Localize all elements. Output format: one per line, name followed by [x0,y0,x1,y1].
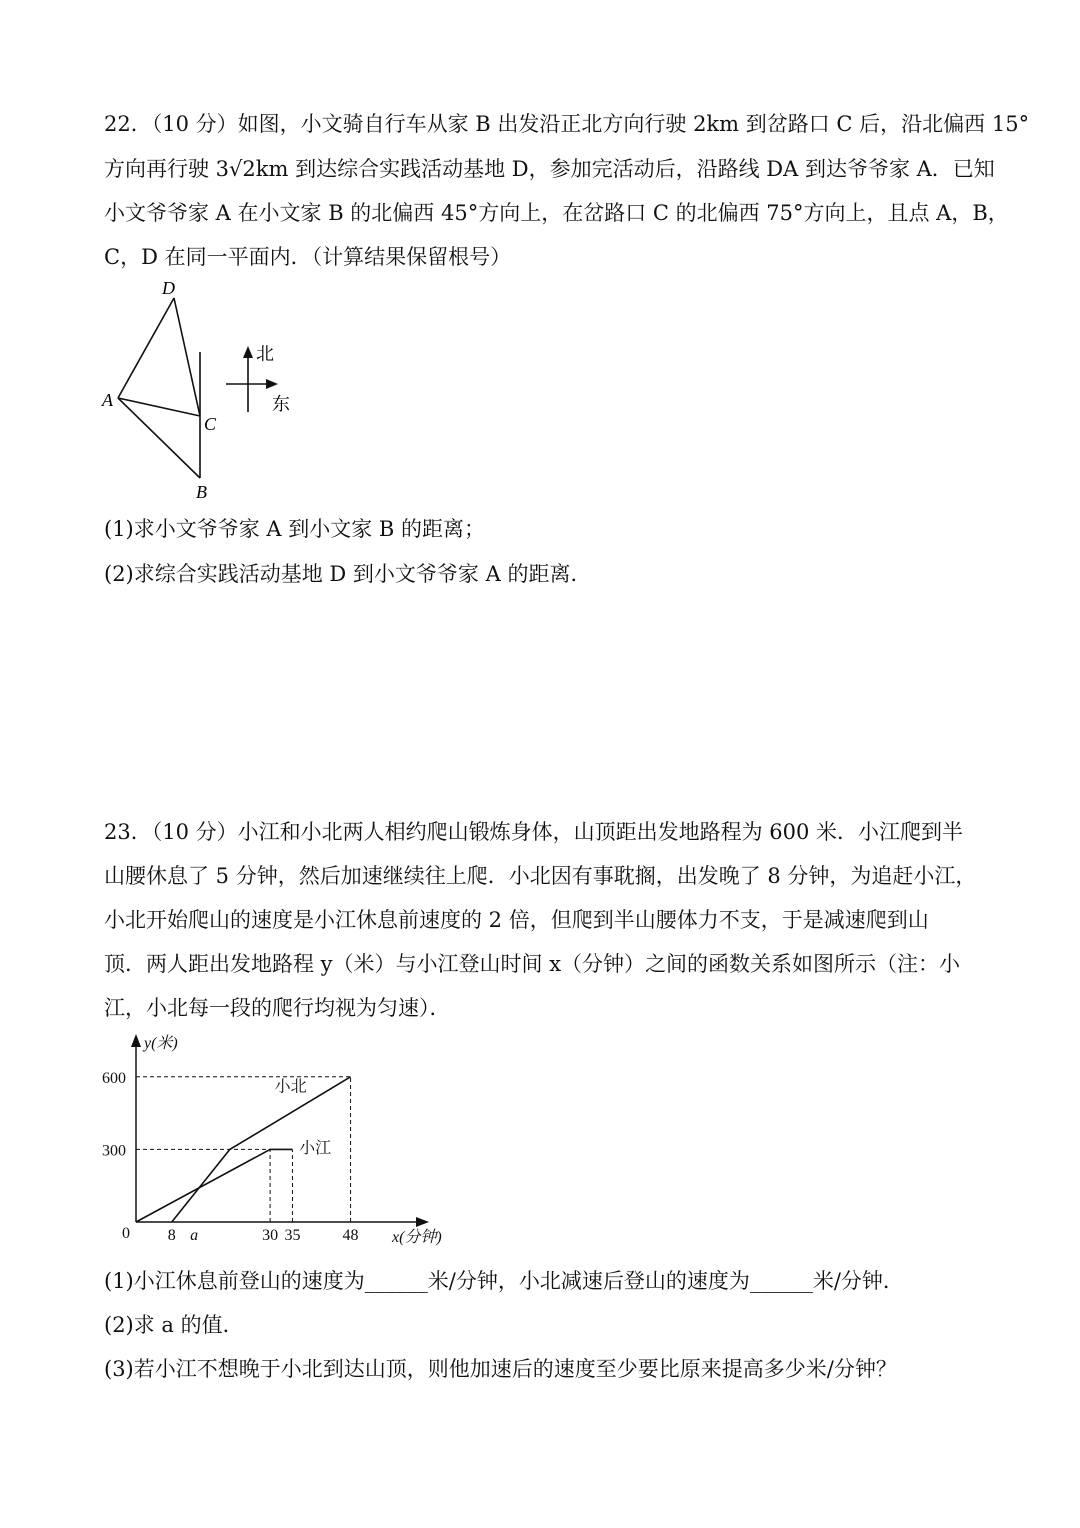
q22-line-3: 小文爷爷家 A 在小文家 B 的北偏西 45°方向上，在岔路口 C 的北偏西 75°方向上，且点 A，B， [104,201,1009,225]
x-tick-label: a [190,1227,199,1244]
segment-AB [118,398,200,478]
q22-line-4: C，D 在同一平面内．（计算结果保留根号） [104,245,512,269]
segment-DA [118,298,174,398]
q23-chart [96,1030,466,1252]
q22-question-2: (2)求综合实践活动基地 D 到小文爷爷家 A 的距离． [104,562,592,586]
q23-line-5: 江，小北每一段的爬行均视为匀速）． [104,996,451,1020]
label-A: A [102,390,113,410]
y-tick-label: 300 [102,1142,126,1160]
x-tick-label: 30 [262,1227,279,1244]
label-B: B [196,482,207,502]
y-tick-label: 600 [102,1069,126,1087]
label-C: C [204,414,217,434]
series-label-xiaojiang: 小江 [299,1140,332,1158]
x-axis-arrow-icon [416,1217,429,1227]
q23-question-2: (2)求 a 的值． [104,1313,244,1337]
x-axis-label: x(分钟) [392,1229,442,1246]
segment-AC [118,398,200,416]
origin-label: 0 [122,1225,130,1242]
series-label-xiaobei: 小北 [274,1078,307,1096]
q23-line-2: 山腰休息了 5 分钟，然后加速继续往上爬．小北因有事耽搁，出发晚了 8 分钟，为追赶小江， [104,864,977,888]
q22-figure [96,276,316,506]
label-D: D [162,278,175,298]
segment-DC [174,298,200,416]
x-tick-label: 8 [167,1227,176,1244]
y-axis-label: y(米) [144,1035,178,1052]
q23-line-3: 小北开始爬山的速度是小江休息前速度的 2 倍，但爬到半山腰体力不支，于是减速爬到山 [104,908,929,932]
q23-line-1: 23．（10 分）小江和小北两人相约爬山锻炼身体，山顶距出发地路程为 600 米．小江爬到半 [104,820,964,844]
q22-line-2: 方向再行驶 3√2km 到达综合实践活动基地 D，参加完活动后，沿路线 DA 到达爷爷家 A．已知 [104,157,995,181]
y-axis-arrow-icon [131,1034,141,1047]
q23-question-3: (3)若小江不想晚于小北到达山顶，则他加速后的速度至少要比原来提高多少米/分钟？ [104,1357,897,1381]
series-line-xiaojiang [136,1149,292,1222]
q22-question-1: (1)求小文爷爷家 A 到小文家 B 的距离； [104,517,486,541]
compass-north-label: 北 [256,344,274,364]
q23-line-4: 顶．两人距出发地路程 y（米）与小江登山时间 x（分钟）之间的函数关系如图所示（注：小 [104,952,961,976]
q22-line-1: 22．（10 分）如图，小文骑自行车从家 B 出发沿正北方向行驶 2km 到岔路口 C 后，沿北偏西 15° [104,112,1030,136]
x-tick-label: 35 [284,1227,301,1244]
compass-east-label: 东 [272,394,290,414]
east-arrow-icon [266,379,278,389]
north-arrow-icon [243,346,253,358]
q23-question-1: (1)小江休息前登山的速度为______米/分钟，小北减速后登山的速度为______米/分钟． [104,1269,904,1293]
x-tick-label: 48 [342,1227,359,1244]
